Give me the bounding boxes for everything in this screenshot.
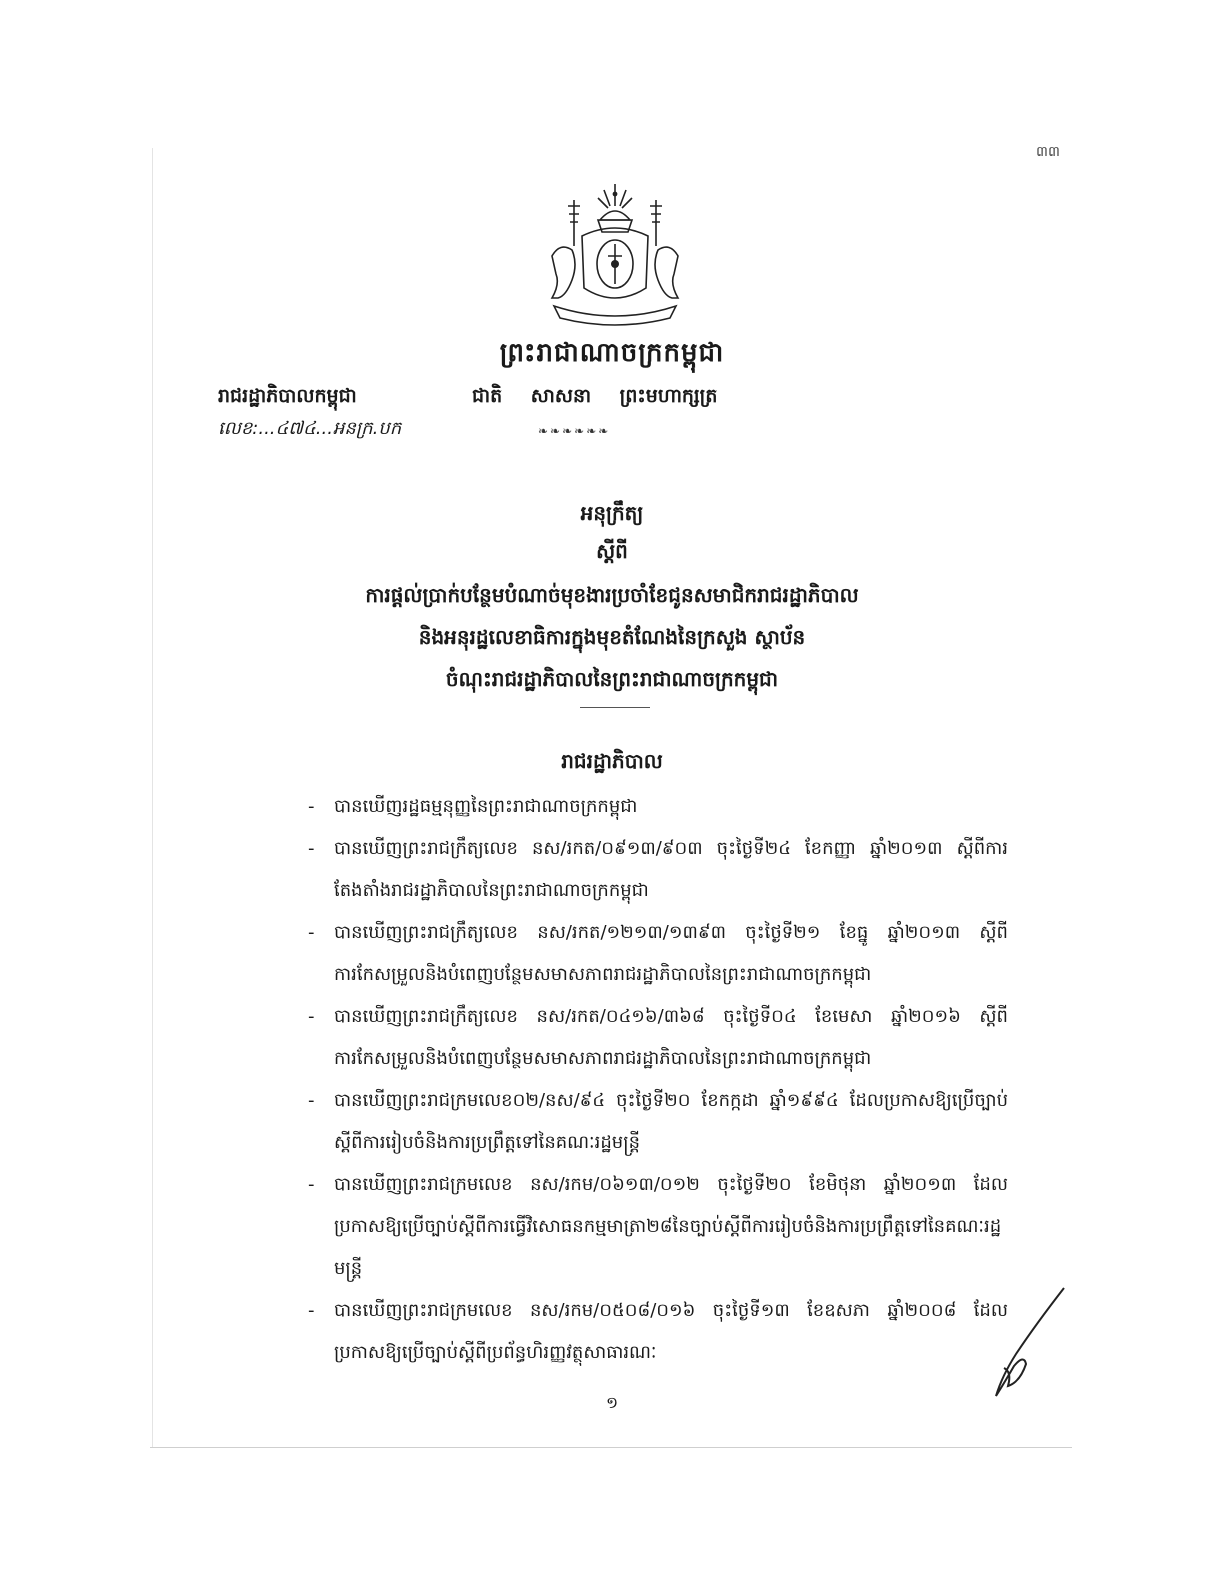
scan-bottom-line xyxy=(150,1447,1072,1448)
clause-text: បានឃើញព្រះរាជក្រមលេខ០២/នស/៩៤ ចុះថ្ងៃទី២០ ខែកក្កដា ឆ្នាំ១៩៩៤ ដែលប្រកាសឱ្យប្រើច្បាប់ស្តីពីការរៀបចំនិងការប្រព្រឹត្តទៅនៃគណៈរដ្ឋមន្ត្រី xyxy=(334,1090,1008,1153)
about-label: ស្តីពី xyxy=(596,539,628,563)
subject-line: ការផ្តល់ប្រាក់បន្ថែមបំណាច់មុខងារប្រចាំខែជូនសមាជិករាជរដ្ឋាភិបាល xyxy=(365,583,859,607)
subject-line: និងអនុរដ្ឋលេខាធិការក្នុងមុខតំណែងនៃក្រសួង ស្ថាប័ន xyxy=(418,625,806,649)
clause-text: បានឃើញព្រះរាជក្រឹត្យលេខ នស/រកត/១២១៣/១៣៩៣ ចុះថ្ងៃទី២១ ខែធ្នូ ឆ្នាំ២០១៣ ស្តីពីការកែសម្រួលនិងបំពេញបន្ថែមសមាសភាពរាជរដ្ឋាភិបាលនៃព្រះរាជាណាចក្រកម្ពុជា xyxy=(334,922,1008,985)
government-name: រាជរដ្ឋាភិបាលកម្ពុជា xyxy=(218,385,357,407)
clause-item: - បានឃើញព្រះរាជក្រឹត្យលេខ នស/រកត/១២១៣/១៣៩៣ ចុះថ្ងៃទី២១ ខែធ្នូ ឆ្នាំ២០១៣ ស្តីពីការកែសម្រួលនិងបំពេញបន្ថែមសមាសភាពរាជរដ្ឋាភិបាលនៃព្រះរាជាណាចក្រកម្ពុជា xyxy=(308,922,1008,985)
page-number: ១ xyxy=(605,1393,619,1412)
motto-ornament: ❧❧❧❧❧❧ xyxy=(538,424,611,438)
issuer-heading: រាជរដ្ឋាភិបាល xyxy=(561,749,663,773)
document-number: លេខ:...៤៧៤...អនក្រ.បក xyxy=(218,418,402,439)
clause-item: - បានឃើញព្រះរាជក្រមលេខ០២/នស/៩៤ ចុះថ្ងៃទី២០ ខែកក្កដា ឆ្នាំ១៩៩៤ ដែលប្រកាសឱ្យប្រើច្បាប់ស្តីពីការរៀបចំនិងការប្រព្រឹត្តទៅនៃគណៈរដ្ឋមន្ត្រី xyxy=(308,1090,1008,1153)
title-divider xyxy=(580,707,650,708)
royal-coat-of-arms-icon xyxy=(538,180,692,330)
preamble-clauses xyxy=(308,786,1008,1374)
document-type: អនុក្រឹត្យ xyxy=(580,501,644,525)
clause-item: - បានឃើញព្រះរាជក្រឹត្យលេខ នស/រកត/០៤១៦/៣៦៨ ចុះថ្ងៃទី០៤ ខែមេសា ឆ្នាំ២០១៦ ស្តីពីការកែសម្រួលនិងបំពេញបន្ថែមសមាសភាពរាជរដ្ឋាភិបាលនៃព្រះរាជាណាចក្រកម្ពុជា xyxy=(308,1006,1008,1069)
clause-text: បានឃើញរដ្ឋធម្មនុញ្ញនៃព្រះរាជាណាចក្រកម្ពុជា xyxy=(334,796,638,817)
clause-text: បានឃើញព្រះរាជក្រមលេខ នស/រកម/០៥០៨/០១៦ ចុះថ្ងៃទី១៣ ខែឧសភា ឆ្នាំ២០០៨ ដែលប្រកាសឱ្យប្រើច្បាប់ស្តីពីប្រព័ន្ធហិរញ្ញវត្ថុសាធារណៈ xyxy=(334,1300,1008,1363)
clause-item: - បានឃើញព្រះរាជក្រឹត្យលេខ នស/រកត/០៩១៣/៩០៣ ចុះថ្ងៃទី២៤ ខែកញ្ញា ឆ្នាំ២០១៣ ស្តីពីការតែងតាំងរាជរដ្ឋាភិបាលនៃព្រះរាជាណាចក្រកម្ពុជា xyxy=(308,838,1008,901)
clause-text: បានឃើញព្រះរាជក្រមលេខ នស/រកម/០៦១៣/០១២ ចុះថ្ងៃទី២០ ខែមិថុនា ឆ្នាំ២០១៣ ដែលប្រកាសឱ្យប្រើច្បាប់ស្តីពីការធ្វើវិសោធនកម្មមាត្រា២៨នៃច្បាប់ស្តីពីការរៀបចំនិងការប្រព្រឹត្តទៅនៃគណៈរដ្ឋមន្ត្រី xyxy=(334,1174,1008,1279)
national-motto: ជាតិ សាសនា ព្រះមហាក្សត្រ xyxy=(472,385,718,407)
document-subject xyxy=(0,574,1224,700)
clause-text: បានឃើញព្រះរាជក្រឹត្យលេខ នស/រកត/០៩១៣/៩០៣ ចុះថ្ងៃទី២៤ ខែកញ្ញា ឆ្នាំ២០១៣ ស្តីពីការតែងតាំងរាជរដ្ឋាភិបាលនៃព្រះរាជាណាចក្រកម្ពុជា xyxy=(334,838,1008,901)
kingdom-title: ព្រះរាជាណាចក្រកម្ពុជា xyxy=(499,338,725,368)
clause-item: - បានឃើញរដ្ឋធម្មនុញ្ញនៃព្រះរាជាណាចក្រកម្ពុជា xyxy=(308,796,638,817)
subject-line: ចំណុះរាជរដ្ឋាភិបាលនៃព្រះរាជាណាចក្រកម្ពុជា xyxy=(445,667,779,691)
signature-mark xyxy=(966,1284,1076,1404)
clause-text: បានឃើញព្រះរាជក្រឹត្យលេខ នស/រកត/០៤១៦/៣៦៨ ចុះថ្ងៃទី០៤ ខែមេសា ឆ្នាំ២០១៦ ស្តីពីការកែសម្រួលនិងបំពេញបន្ថែមសមាសភាពរាជរដ្ឋាភិបាលនៃព្រះរាជាណាចក្រកម្ពុជា xyxy=(334,1006,1008,1069)
clause-item: - បានឃើញព្រះរាជក្រមលេខ នស/រកម/០៥០៨/០១៦ ចុះថ្ងៃទី១៣ ខែឧសភា ឆ្នាំ២០០៨ ដែលប្រកាសឱ្យប្រើច្បាប់ស្តីពីប្រព័ន្ធហិរញ្ញវត្ថុសាធារណៈ xyxy=(308,1300,1008,1363)
clause-item: - បានឃើញព្រះរាជក្រមលេខ នស/រកម/០៦១៣/០១២ ចុះថ្ងៃទី២០ ខែមិថុនា ឆ្នាំ២០១៣ ដែលប្រកាសឱ្យប្រើច្បាប់ស្តីពីការធ្វើវិសោធនកម្មមាត្រា២៨នៃច្បាប់ស្តីពីការរៀបចំនិងការប្រព្រឹត្តទៅនៃគណៈរដ្ឋមន្ត្រី xyxy=(308,1174,1008,1279)
corner-mark: ៣៣ xyxy=(1036,144,1060,160)
